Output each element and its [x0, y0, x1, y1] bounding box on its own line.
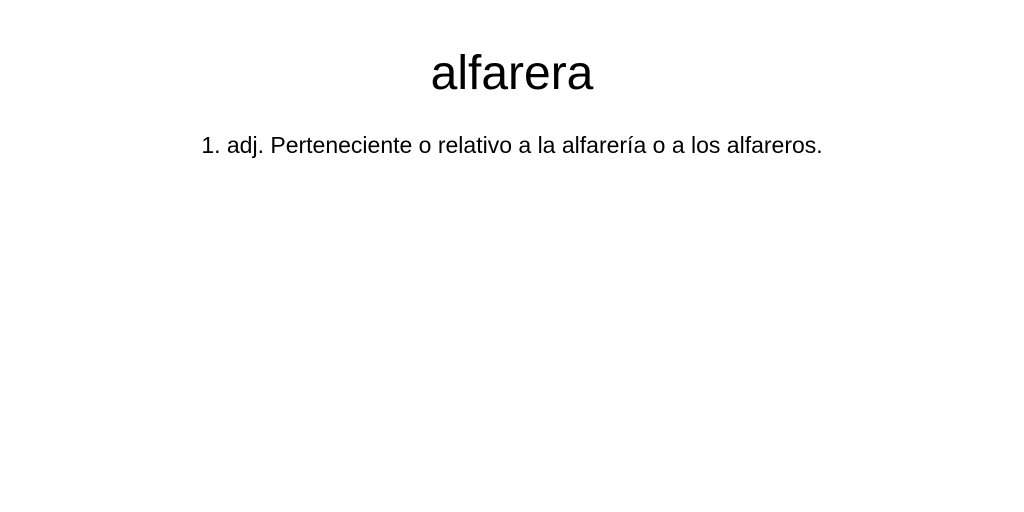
headword-title: alfarera	[430, 47, 594, 100]
definition-1: 1. adj. Perteneciente o relativo a la alfarería o a los alfareros.	[201, 132, 823, 158]
